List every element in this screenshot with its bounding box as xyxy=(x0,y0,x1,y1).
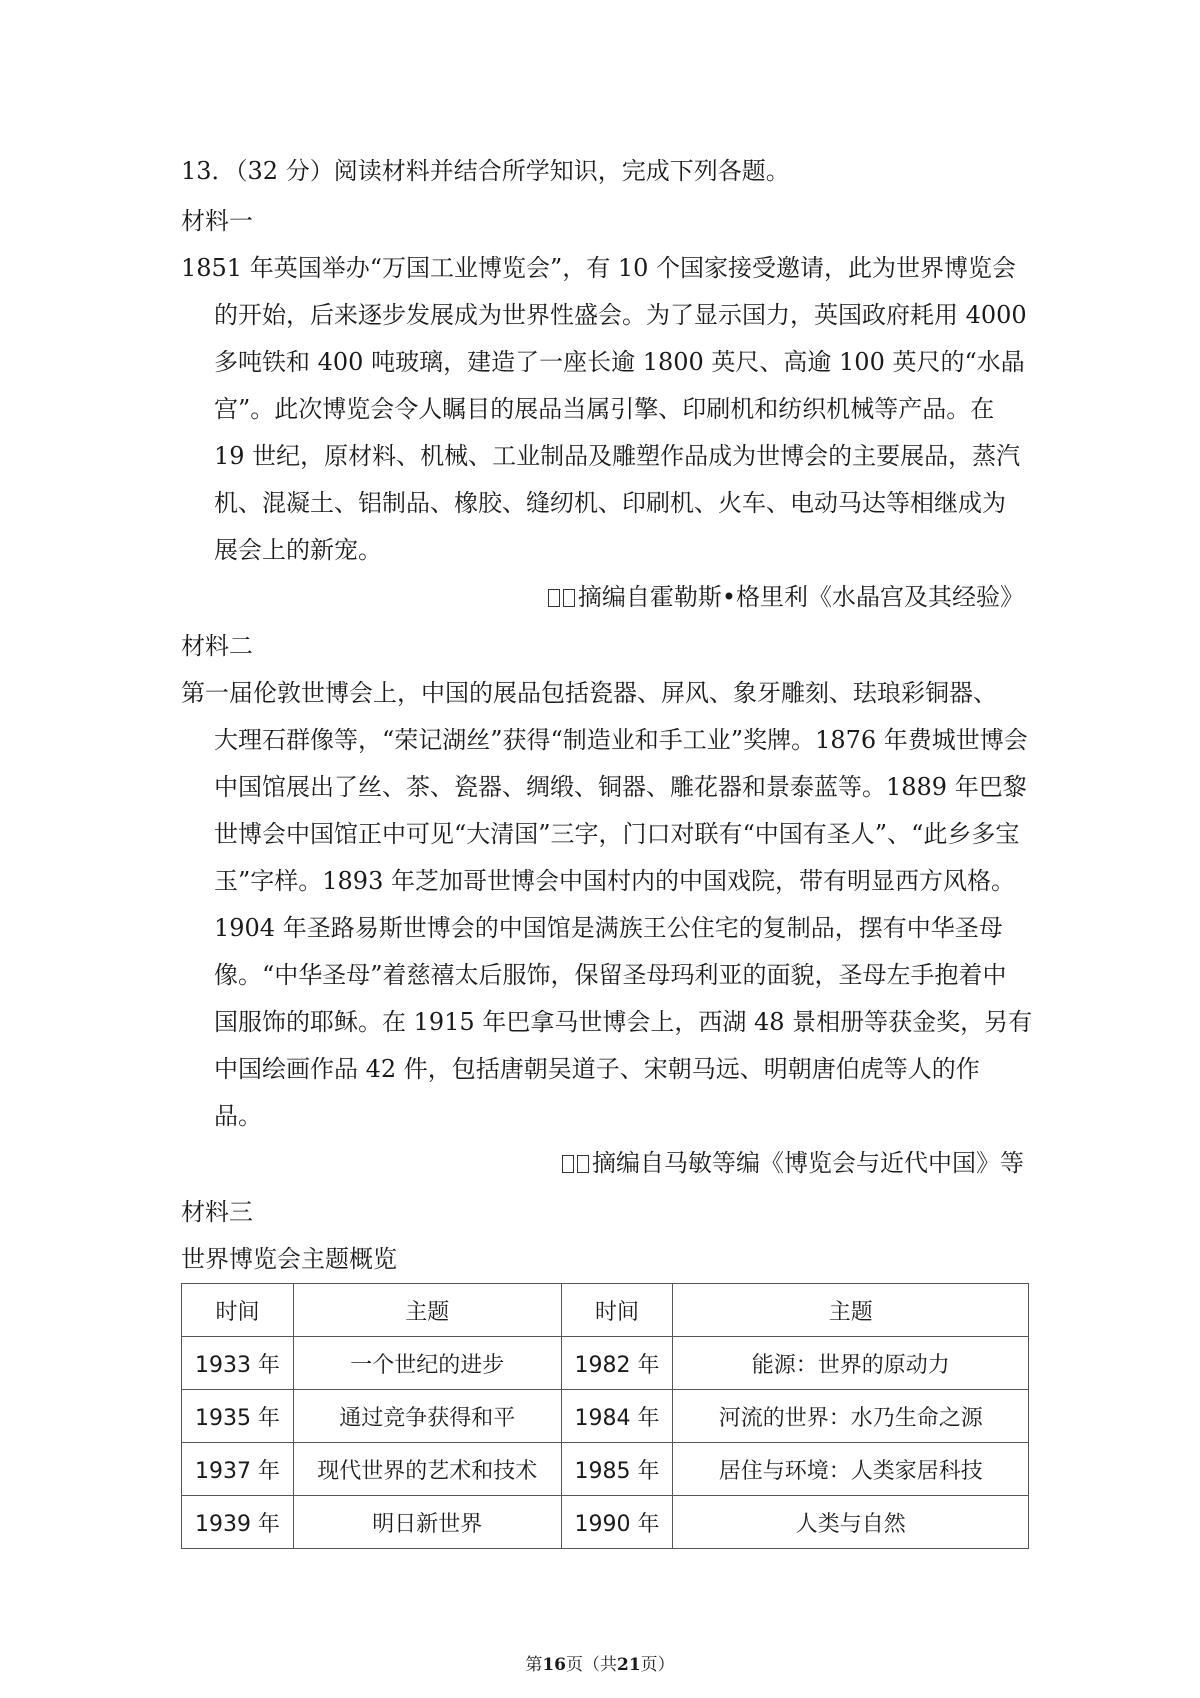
material2-line: 1904 年圣路易斯世博会的中国馆是满族王公住宅的复制品，摆有中华圣母 xyxy=(214,914,1003,942)
year-cell: 1990 年 xyxy=(561,1496,673,1549)
year-cell: 1982 年 xyxy=(561,1337,673,1390)
table-row xyxy=(182,1496,1029,1549)
year-cell: 1937 年 xyxy=(182,1443,294,1496)
material2-line: 国服饰的耶稣。在 1915 年巴拿马世博会上，西湖 48 景相册等获金奖，另有 xyxy=(214,1008,1033,1036)
material1-line: 机、混凝土、铝制品、橡胶、缝纫机、印刷机、火车、电动马达等相继成为 xyxy=(214,489,1006,517)
year-cell: 1984 年 xyxy=(561,1390,673,1443)
material1-label: 材料一 xyxy=(181,207,253,235)
header-cell: 时间 xyxy=(561,1284,673,1337)
table-row xyxy=(182,1390,1029,1443)
footer-page-number: 16 xyxy=(542,1655,566,1675)
missing-glyph-box xyxy=(563,589,575,607)
header-cell: 主题 xyxy=(673,1284,1029,1337)
year-cell: 1933 年 xyxy=(182,1337,294,1390)
missing-glyph-box xyxy=(548,589,560,607)
footer-total-pages: 21 xyxy=(617,1655,641,1675)
table-row xyxy=(182,1443,1029,1496)
theme-cell: 人类与自然 xyxy=(673,1496,1029,1549)
material2-line: 中国馆展出了丝、茶、瓷器、绸缎、铜器、雕花器和景泰蓝等。1889 年巴黎 xyxy=(214,773,1027,801)
material2-line: 品。 xyxy=(214,1102,262,1130)
theme-cell: 通过竞争获得和平 xyxy=(293,1390,561,1443)
material1-source-text: 摘编自霍勒斯•格里利《水晶宫及其经验》 xyxy=(577,583,1024,611)
material1-line: 的开始，后来逐步发展成为世界性盛会。为了显示国力，英国政府耗用 4000 xyxy=(214,301,1027,329)
material1-line: 宫”。此次博览会令人瞩目的展品当属引擎、印刷机和纺织机械等产品。在 xyxy=(214,395,995,423)
table-row xyxy=(182,1337,1029,1390)
material2-line: 像。“中华圣母”着慈禧太后服饰，保留圣母玛利亚的面貌，圣母左手抱着中 xyxy=(214,961,1007,989)
header-cell: 主题 xyxy=(293,1284,561,1337)
footer-middle: 页（共 xyxy=(566,1655,617,1675)
page-footer xyxy=(0,1654,1200,1676)
material2-line: 玉”字样。1893 年芝加哥世博会中国村内的中国戏院，带有明显西方风格。 xyxy=(214,867,1015,895)
material1-line: 多吨铁和 400 吨玻璃，建造了一座长逾 1800 英尺、高逾 100 英尺的“水晶 xyxy=(214,348,1025,376)
question-header: 13．（32 分）阅读材料并结合所学知识，完成下列各题。 xyxy=(181,157,790,185)
material1-line: 19 世纪，原材料、机械、工业制品及雕塑作品成为世博会的主要展品，蒸汽 xyxy=(214,442,1021,470)
footer-prefix: 第 xyxy=(525,1655,543,1675)
year-cell: 1939 年 xyxy=(182,1496,294,1549)
missing-glyph-box xyxy=(562,1155,574,1173)
missing-glyph-box xyxy=(577,1155,589,1173)
header-cell: 时间 xyxy=(182,1284,294,1337)
material1-line: 1851 年英国举办“万国工业博览会”，有 10 个国家接受邀请，此为世界博览会 xyxy=(181,254,1017,282)
theme-cell: 现代世界的艺术和技术 xyxy=(293,1443,561,1496)
year-cell: 1935 年 xyxy=(182,1390,294,1443)
material1-source xyxy=(548,582,1024,612)
year-cell: 1985 年 xyxy=(561,1443,673,1496)
material2-line: 大理石群像等，“荣记湖丝”获得“制造业和手工业”奖牌。1876 年费城世博会 xyxy=(214,726,1028,754)
theme-cell: 居住与环境：人类家居科技 xyxy=(673,1443,1029,1496)
material3-label: 材料三 xyxy=(181,1198,253,1226)
material2-line: 第一届伦敦世博会上，中国的展品包括瓷器、屏风、象牙雕刻、珐琅彩铜器、 xyxy=(181,679,997,707)
material2-source-text: 摘编自马敏等编《博览会与近代中国》等 xyxy=(592,1149,1024,1177)
theme-cell: 一个世纪的进步 xyxy=(293,1337,561,1390)
theme-cell: 能源：世界的原动力 xyxy=(673,1337,1029,1390)
table-title: 世界博览会主题概览 xyxy=(181,1245,397,1273)
theme-cell: 明日新世界 xyxy=(293,1496,561,1549)
footer-suffix: 页） xyxy=(640,1655,675,1675)
material2-line: 中国绘画作品 42 件，包括唐朝吴道子、宋朝马远、明朝唐伯虎等人的作 xyxy=(214,1055,980,1083)
material2-label: 材料二 xyxy=(181,632,253,660)
material2-source xyxy=(562,1148,1024,1178)
theme-cell: 河流的世界：水乃生命之源 xyxy=(673,1390,1029,1443)
material2-line: 世博会中国馆正中可见“大清国”三字，门口对联有“中国有圣人”、“此乡多宝 xyxy=(214,820,1020,848)
table-header-row xyxy=(182,1284,1029,1337)
material1-line: 展会上的新宠。 xyxy=(214,536,382,564)
expo-themes-table xyxy=(181,1283,1029,1549)
